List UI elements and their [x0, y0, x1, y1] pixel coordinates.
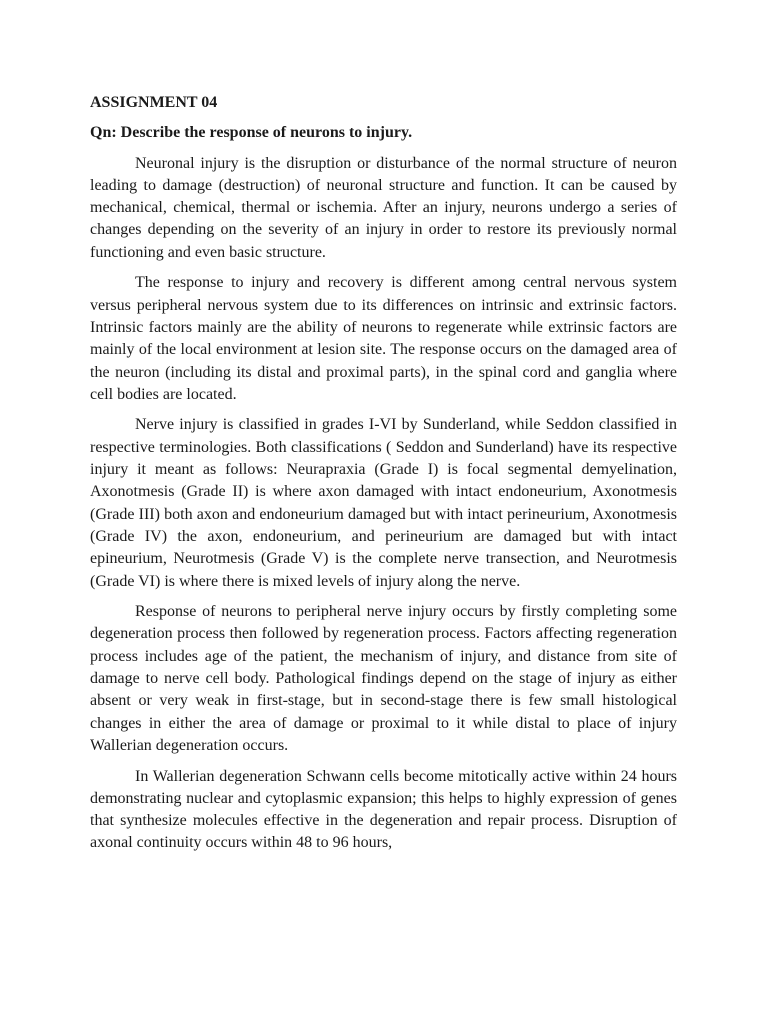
document-body: [90, 92, 677, 863]
paragraph-cns-vs-pns: The response to injury and recovery is different among central nervous system versus peripheral nervous system due to its differences on intrinsic and extrinsic factors. Intrinsic factors mainly are the ability of neurons to regenerate while extrinsic factors are mainly of the local environment at lesion site. The response occurs on the damaged area of the neuron (including its distal and proximal parts), in the spinal cord and ganglia where cell bodies are located.: [90, 274, 677, 403]
paragraph-peripheral-response: Response of neurons to peripheral nerve injury occurs by firstly completing some degeneration process then followed by regeneration process. Factors affecting regeneration process includes age of the patient, the mechanism of injury, and distance from site of damage to nerve cell body. Pathological findings depend on the stage of injury as either absent or very weak in first-stage, but in second-stage there is few small histological changes in either the area of damage or proximal to it while distal to place of injury Wallerian degeneration occurs.: [90, 603, 677, 754]
paragraph-classification: Nerve injury is classified in grades I-VI by Sunderland, while Seddon classified in respective terminologies. Both classifications ( Seddon and Sunderland) have its respective injury it meant as follows: Neurapraxia (Grade I) is focal segmental demyelination, Axonotmesis (Grade II) is where axon damaged with intact endoneurium, Axonotmesis (Grade III) both axon and endoneurium damaged but with intact perineurium, Axonotmesis (Grade IV) the axon, endoneurium, and perineurium are damaged but with intact epineurium, Neurotmesis (Grade V) is the complete nerve transection, and Neurotmesis (Grade VI) is where there is mixed levels of injury along the nerve.: [90, 416, 677, 590]
paragraph-wallerian-degeneration: In Wallerian degeneration Schwann cells become mitotically active within 24 hours demonstrating nuclear and cytoplasmic expansion; this helps to highly expression of genes that synthesize molecules effective in the degeneration and repair process. Disruption of axonal continuity occurs within 48 to 96 hours,: [90, 767, 677, 852]
question-heading: Qn: Describe the response of neurons to injury.: [90, 124, 413, 142]
paragraph-neuronal-injury: Neuronal injury is the disruption or disturbance of the normal structure of neuron leading to damage (destruction) of neuronal structure and function. It can be caused by mechanical, chemical, thermal or ischemia. After an injury, neurons undergo a series of changes depending on the severity of an injury in order to restore its previously normal functioning and even basic structure.: [90, 154, 677, 261]
assignment-title: ASSIGNMENT 04: [90, 94, 218, 111]
